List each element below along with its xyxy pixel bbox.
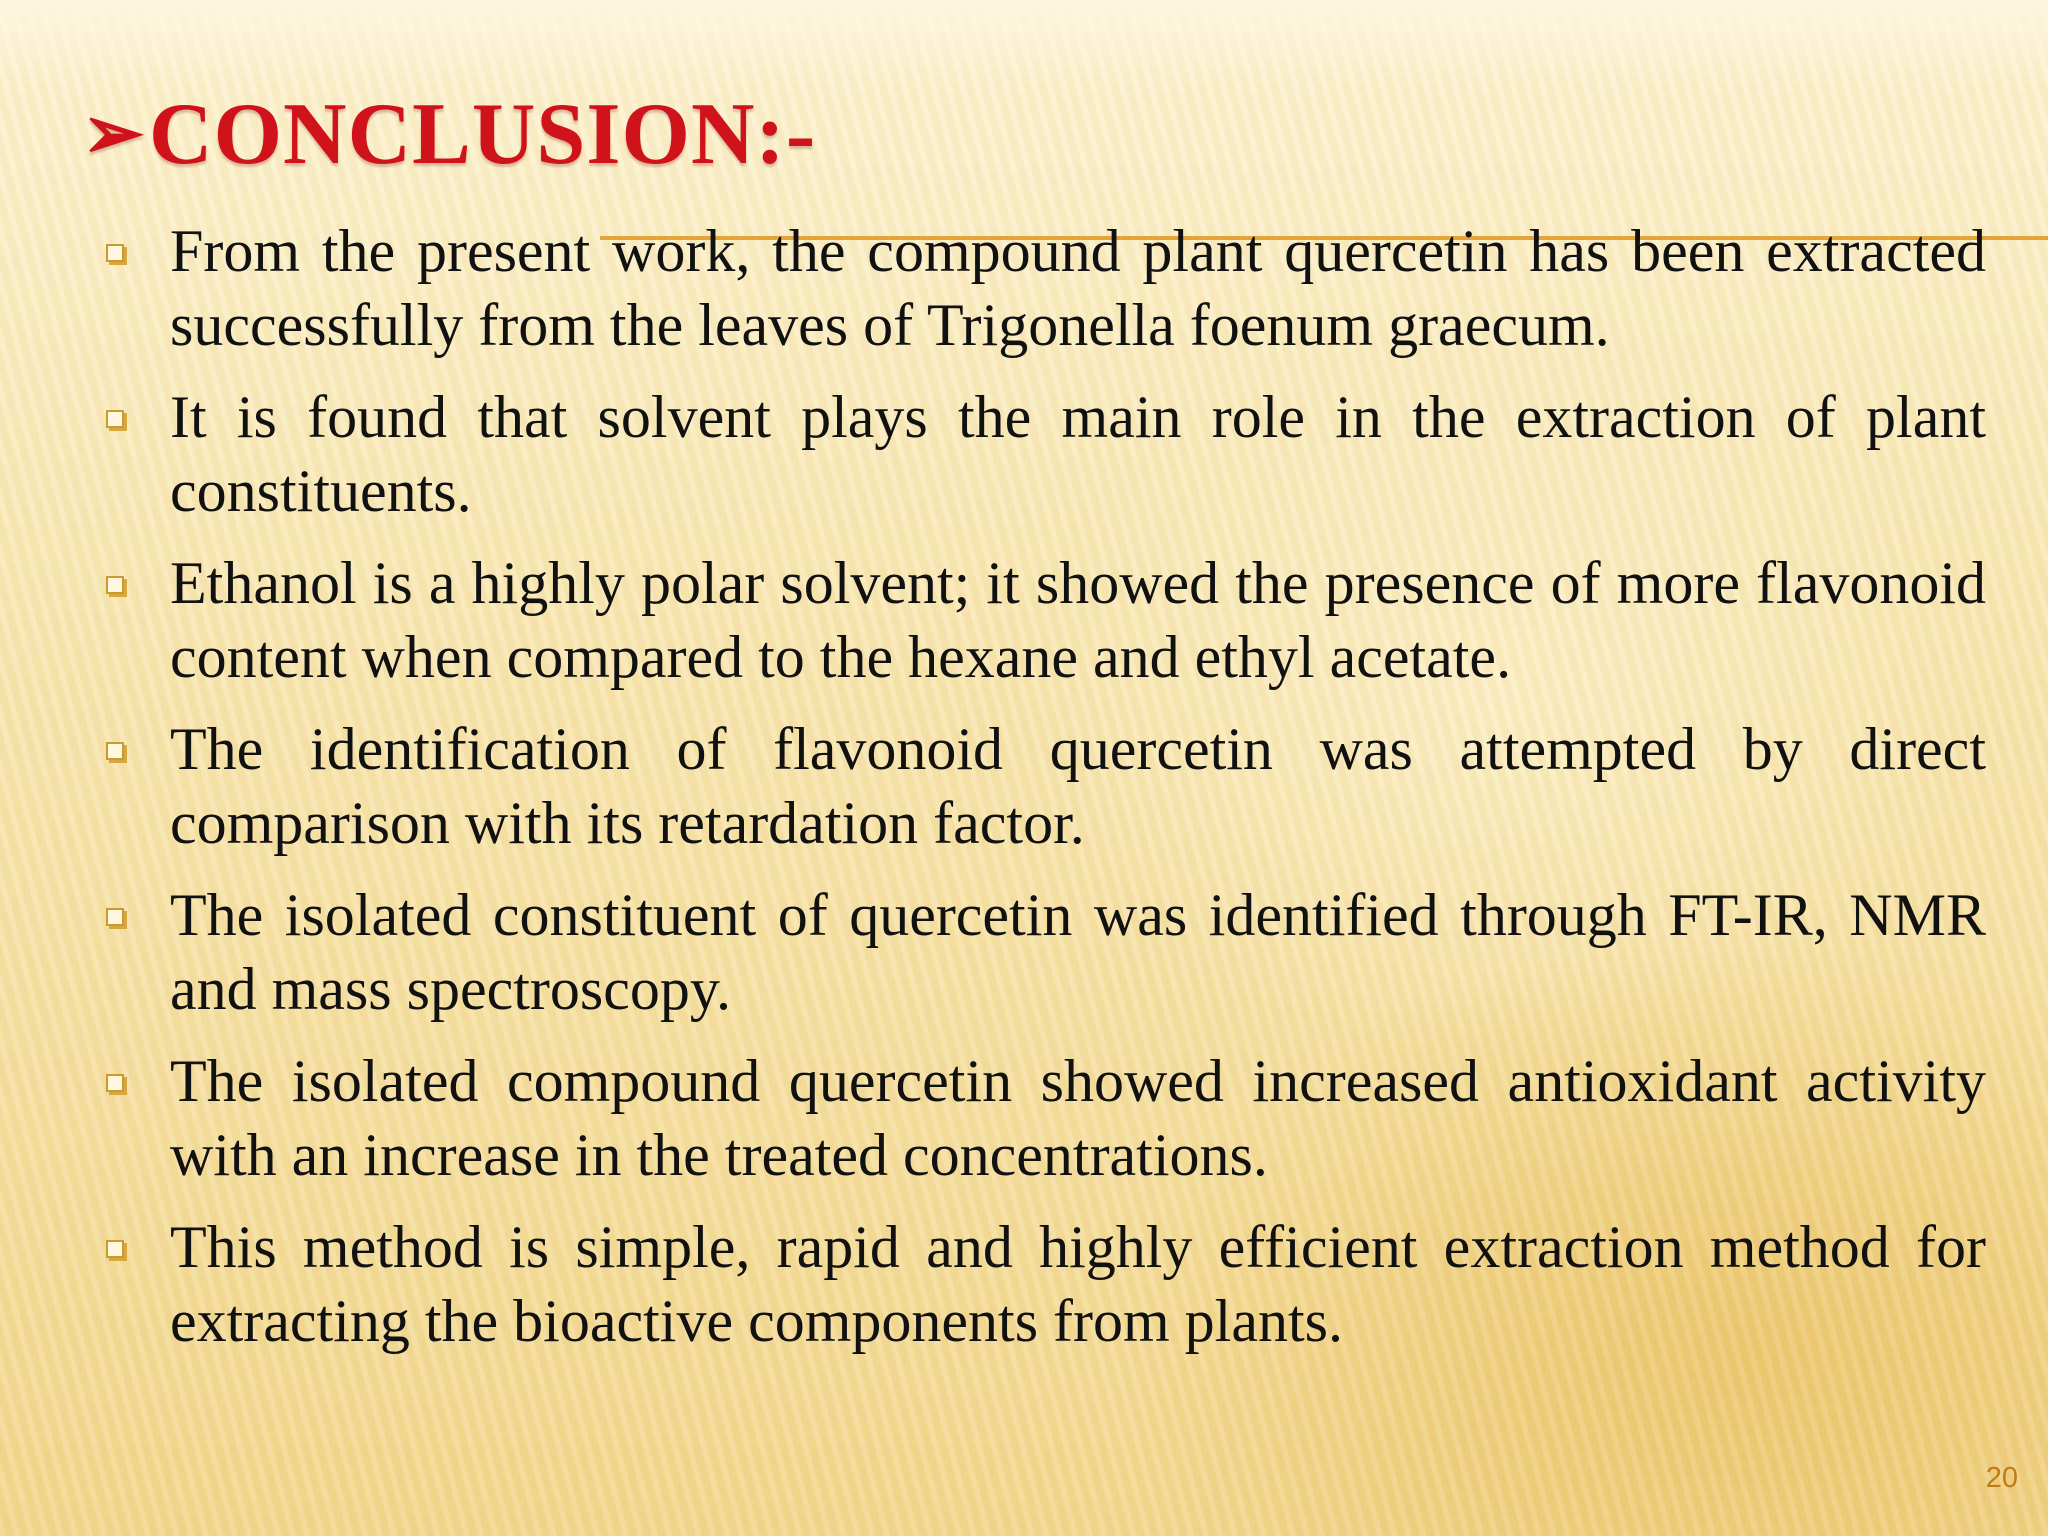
- bullet-text: From the present work, the compound plant quercetin has been extracted successfully from the leaves of Trigonella foenum graecum.: [170, 218, 1986, 358]
- bullet-text: The isolated compound quercetin showed increased antioxidant activity with an increase in the treated concentrations.: [170, 1048, 1986, 1188]
- bullet-text: This method is simple, rapid and highly efficient extraction method for extracting the bioactive components from plants.: [170, 1214, 1986, 1354]
- square-bullet-icon: [106, 576, 124, 594]
- square-bullet-icon: [106, 410, 124, 428]
- bullet-text: It is found that solvent plays the main role in the extraction of plant constituents.: [170, 384, 1986, 524]
- bullet-list: [96, 214, 1986, 1376]
- slide-title-text: CONCLUSION:-: [149, 85, 817, 183]
- square-bullet-icon: [106, 244, 124, 262]
- square-bullet-icon: [106, 1240, 124, 1258]
- slide-title: [82, 84, 816, 184]
- bullet-text: The isolated constituent of quercetin was identified through FT-IR, NMR and mass spectroscopy.: [170, 882, 1986, 1022]
- bullet-text: The identification of flavonoid quercetin was attempted by direct comparison with its retardation factor.: [170, 716, 1986, 856]
- arrowhead-icon: ➢: [82, 93, 146, 175]
- square-bullet-icon: [106, 742, 124, 760]
- page-number: 20: [1985, 1462, 2018, 1494]
- bullet-item: [96, 712, 1986, 860]
- background-band: [0, 0, 2048, 85]
- bullet-text: Ethanol is a highly polar solvent; it showed the presence of more flavonoid content when compared to the hexane and ethyl acetate.: [170, 550, 1986, 690]
- square-bullet-icon: [106, 1074, 124, 1092]
- bullet-item: [96, 1044, 1986, 1192]
- square-bullet-icon: [106, 908, 124, 926]
- bullet-item: [96, 546, 1986, 694]
- bullet-item: [96, 214, 1986, 362]
- bullet-item: [96, 380, 1986, 528]
- bullet-item: [96, 1210, 1986, 1358]
- bullet-item: [96, 878, 1986, 1026]
